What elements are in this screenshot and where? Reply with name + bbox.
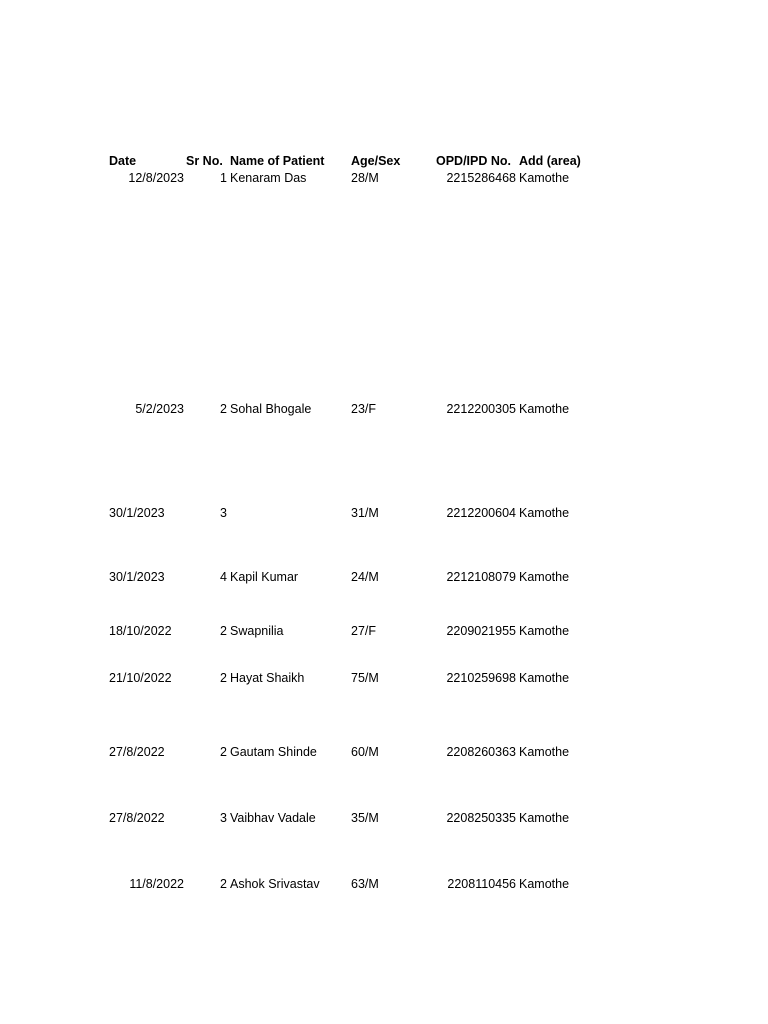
cell-name: Hayat Shaikh — [230, 671, 305, 685]
cell-area: Kamothe — [519, 811, 570, 825]
cell-date: 5/2/2023 — [135, 402, 184, 416]
cell-name: Sohal Bhogale — [230, 402, 312, 416]
cell-age-sex: 60/M — [351, 745, 379, 759]
cell-age-sex: 35/M — [351, 811, 379, 825]
cell-date: 30/1/2023 — [109, 506, 165, 520]
cell-name: Ashok Srivastav — [230, 877, 320, 891]
header-area: Add (area) — [519, 154, 581, 168]
cell-sr-no: 1 — [220, 171, 227, 185]
cell-opd-ipd: 2212108079 — [446, 570, 516, 584]
cell-opd-ipd: 2208250335 — [446, 811, 516, 825]
cell-sr-no: 2 — [220, 402, 227, 416]
cell-sr-no: 4 — [220, 570, 227, 584]
cell-age-sex: 28/M — [351, 171, 379, 185]
cell-area: Kamothe — [519, 570, 570, 584]
cell-area: Kamothe — [519, 877, 570, 891]
cell-date: 12/8/2023 — [128, 171, 184, 185]
cell-area: Kamothe — [519, 506, 570, 520]
cell-age-sex: 27/F — [351, 624, 377, 638]
cell-name: Kenaram Das — [230, 171, 307, 185]
cell-sr-no: 2 — [220, 877, 227, 891]
cell-sr-no: 2 — [220, 671, 227, 685]
cell-name: Kapil Kumar — [230, 570, 299, 584]
cell-name: Gautam Shinde — [230, 745, 317, 759]
cell-opd-ipd: 2209021955 — [446, 624, 516, 638]
cell-sr-no: 2 — [220, 745, 227, 759]
header-age-sex: Age/Sex — [351, 154, 401, 168]
cell-sr-no: 3 — [220, 506, 227, 520]
header-sr-no: Sr No. — [186, 154, 223, 168]
cell-area: Kamothe — [519, 171, 570, 185]
cell-area: Kamothe — [519, 624, 570, 638]
cell-date: 18/10/2022 — [109, 624, 172, 638]
cell-name: Swapnilia — [230, 624, 284, 638]
header-opd-ipd: OPD/IPD No. — [436, 154, 512, 168]
header-name: Name of Patient — [230, 154, 325, 168]
cell-date: 27/8/2022 — [109, 745, 165, 759]
cell-age-sex: 63/M — [351, 877, 379, 891]
cell-area: Kamothe — [519, 745, 570, 759]
cell-area: Kamothe — [519, 671, 570, 685]
cell-age-sex: 75/M — [351, 671, 379, 685]
cell-age-sex: 23/F — [351, 402, 377, 416]
cell-opd-ipd: 2208260363 — [446, 745, 516, 759]
cell-date: 27/8/2022 — [109, 811, 165, 825]
cell-opd-ipd: 2212200604 — [446, 506, 516, 520]
cell-date: 11/8/2022 — [129, 877, 184, 891]
cell-sr-no: 3 — [220, 811, 227, 825]
cell-date: 21/10/2022 — [109, 671, 172, 685]
cell-age-sex: 31/M — [351, 506, 379, 520]
cell-age-sex: 24/M — [351, 570, 379, 584]
cell-opd-ipd: 2212200305 — [446, 402, 516, 416]
cell-sr-no: 2 — [220, 624, 227, 638]
cell-name: Vaibhav Vadale — [230, 811, 316, 825]
cell-opd-ipd: 2210259698 — [446, 671, 516, 685]
cell-date: 30/1/2023 — [109, 570, 165, 584]
cell-area: Kamothe — [519, 402, 570, 416]
cell-opd-ipd: 2208110456 — [447, 877, 516, 891]
header-date: Date — [109, 154, 137, 168]
cell-opd-ipd: 2215286468 — [446, 171, 516, 185]
